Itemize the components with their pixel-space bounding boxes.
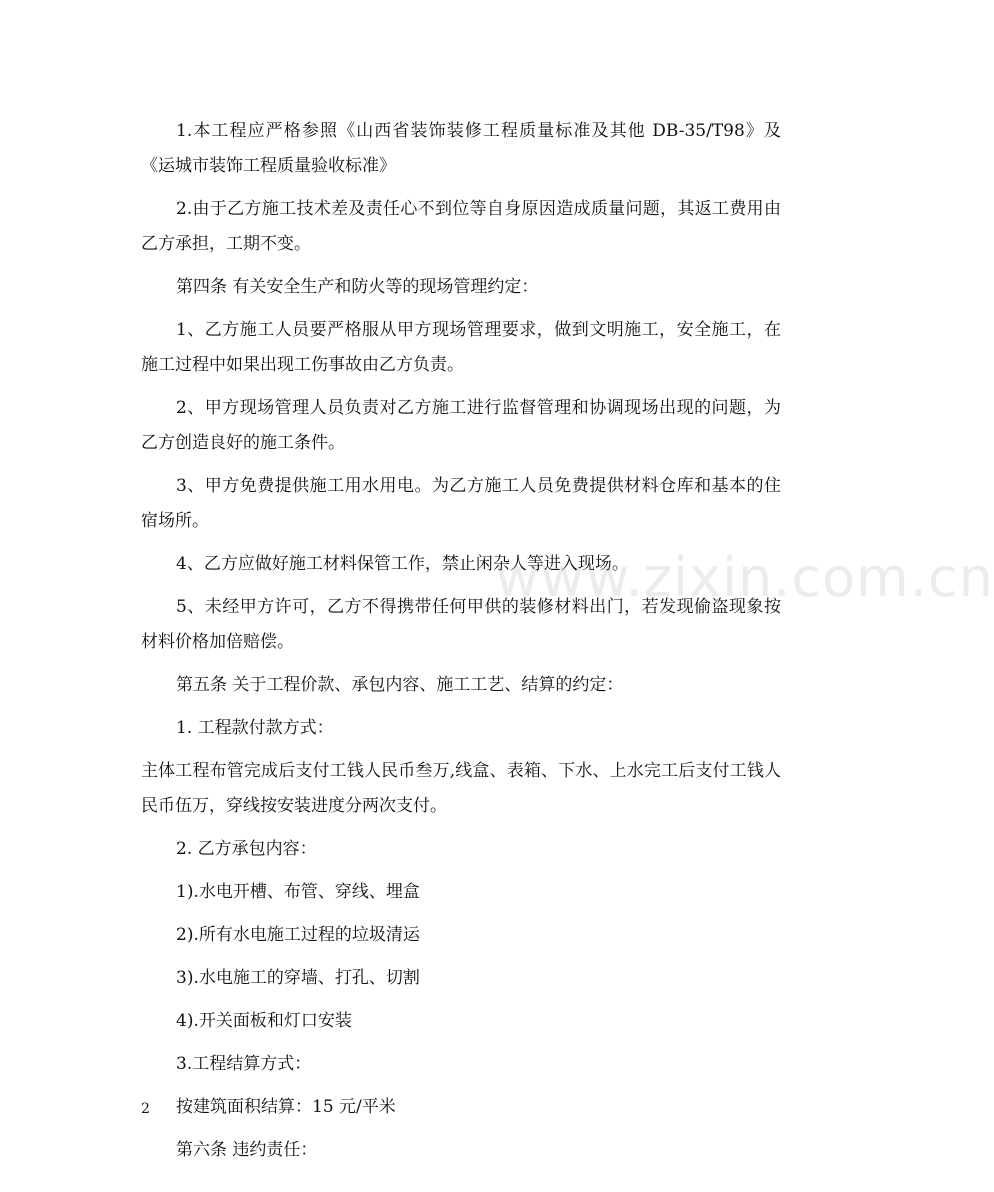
paragraph: 3.工程结算方式： <box>176 1054 312 1074</box>
list-item: 1).水电开槽、布管、穿线、埋盒 <box>176 882 420 902</box>
section-heading: 第五条 关于工程价款、承包内容、施工工艺、结算的约定： <box>176 675 624 695</box>
list-item: 4).开关面板和灯口安装 <box>176 1011 352 1031</box>
paragraph: 2. 乙方承包内容： <box>176 839 317 859</box>
page-number: 2 <box>141 1101 150 1117</box>
list-item: 2).所有水电施工过程的垃圾清运 <box>176 925 420 945</box>
paragraph: 主体工程布管完成后支付工钱人民币叁万,线盒、表箱、下水、上水完工后支付工钱人民币伍万，穿线按安装进度分两次支付。 <box>141 761 781 816</box>
paragraph: 1.本工程应严格参照《山西省装饰装修工程质量标准及其他 DB-35/T98》及《运城市装饰工程质量验收标准》 <box>141 121 781 176</box>
paragraph: 4、乙方应做好施工材料保管工作，禁止闲杂人等进入现场。 <box>176 554 629 574</box>
section-heading: 第六条 违约责任： <box>176 1140 318 1160</box>
document-body <box>141 114 781 1176</box>
paragraph: 3、甲方免费提供施工用水用电。为乙方施工人员免费提供材料仓库和基本的住宿场所。 <box>141 476 781 531</box>
paragraph: 1、乙方施工人员要严格服从甲方现场管理要求，做到文明施工，安全施工，在施工过程中如果出现工伤事故由乙方负责。 <box>141 320 781 375</box>
paragraph: 2.由于乙方施工技术差及责任心不到位等自身原因造成质量问题，其返工费用由乙方承担，工期不变。 <box>141 199 781 254</box>
paragraph: 2、甲方现场管理人员负责对乙方施工进行监督管理和协调现场出现的问题，为乙方创造良好的施工条件。 <box>141 398 781 453</box>
paragraph: 按建筑面积结算：15 元/平米 <box>176 1097 396 1117</box>
section-heading: 第四条 有关安全生产和防火等的现场管理约定： <box>176 277 539 297</box>
watermark: www.zixin.com.cn <box>495 546 994 609</box>
list-item: 3).水电施工的穿墙、打孔、切割 <box>176 968 420 988</box>
paragraph: 5、未经甲方许可，乙方不得携带任何甲供的装修材料出门，若发现偷盗现象按材料价格加倍赔偿。 <box>141 597 781 652</box>
paragraph: 1. 工程款付款方式： <box>176 718 334 738</box>
